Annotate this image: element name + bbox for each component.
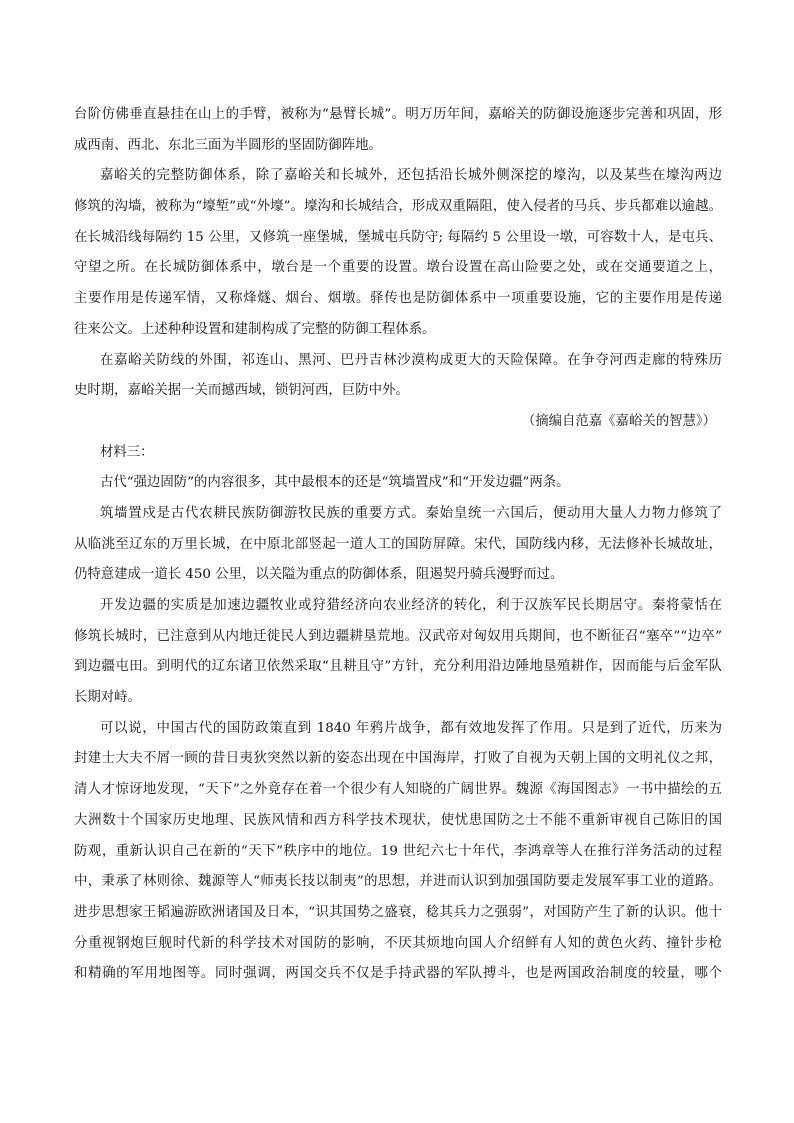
text-line: 和精确的军用地图等。同时强调，两国交兵不仅是手持武器的军队搏斗，也是两国政治制度的较量，哪个	[74, 966, 722, 982]
text-line: 中，秉承了林则徐、魏源等人“师夷长技以制夷”的思想，并进而认识到加强国防要走发展军事工业的道路。	[74, 874, 722, 890]
text-line: 仍特意建成一道长 450 公里，以关隘为重点的防御体系，阻遏契丹骑兵漫野而过。	[74, 567, 564, 583]
text-line: 往来公文。上述种种设置和建制构成了完整的防御工程体系。	[74, 321, 436, 337]
text-line: 到边疆屯田。到明代的辽东诸卫依然采取“且耕且守”方针，充分利用沿边陲地垦殖耕作，因而能与后金军队	[74, 659, 722, 675]
paragraph-first-line: 筑墙置戍是古代农耕民族防御游牧民族的重要方式。秦始皇统一六国后，便动用大量人力物力修筑了	[100, 505, 722, 521]
paragraph-first-line: 嘉峪关的完整防御体系，除了嘉峪关和长城外，还包括沿长城外侧深挖的壕沟，以及某些在壕沟两边	[100, 168, 722, 184]
paragraph-first-line: 在嘉峪关防线的外围，祁连山、黑河、巴丹吉林沙漠构成更大的天险保障。在争夺河西走廊的特殊历	[100, 352, 722, 368]
text-line: 长期对峙。	[74, 690, 141, 706]
text-line: 大洲数十个国家历史地理、民族风情和西方科学技术现状，使忧患国防之士不能不重新审视自己陈旧的国	[74, 812, 722, 828]
text-line: 封建士大夫不屑一顾的昔日夷狄突然以新的姿态出现在中国海岸，打败了自视为天朝上国的文明礼仪之邦，	[74, 751, 722, 767]
text-line: 成西南、西北、东北三面为半圆形的坚固防御阵地。	[74, 137, 382, 153]
text-line: 主要作用是传递军情，又称烽燧、烟台、烟墩。驿传也是防御体系中一项重要设施，它的主要作用是传递	[74, 291, 722, 307]
text-line: 守望之所。在长城防御体系中，墩台是一个重要的设置。墩台设置在高山险要之处，或在交通要道之上，	[74, 260, 722, 276]
text-line: 防观，重新认识自己在新的“天下”秩序中的地位。19 世纪六七十年代，李鸿章等人在推行洋务活动的过程	[74, 843, 722, 859]
source-citation: （摘编自范嘉《嘉峪关的智慧》）	[521, 413, 716, 429]
section-heading: 材料三：	[100, 444, 154, 460]
text-line: 在长城沿线每隔约 15 公里，又修筑一座堡城，堡城屯兵防守; 每隔约 5 公里设一墩，可容数十人，是屯兵、	[74, 229, 722, 245]
paragraph-first-line: 古代“强边固防”的内容很多，其中最根本的还是“筑墙置戍”和“开发边疆”两条。	[100, 475, 570, 491]
text-line: 分重视钢炮巨舰时代新的科学技术对国防的影响，不厌其烦地向国人介绍鲜有人知的黄色火药、撞针步枪	[74, 935, 722, 951]
text-line: 进步思想家王韬遍游欧洲诸国及日本，“识其国势之盛衰，稔其兵力之强弱”，对国防产生了新的认识。他十	[74, 904, 722, 920]
document-page	[74, 100, 722, 990]
text-line: 修筑的沟墙，被称为“壕堑”或“外壕”。壕沟和长城结合，形成双重隔阻，使入侵者的马兵、步兵都难以逾越。	[74, 199, 722, 215]
text-line: 台阶仿佛垂直悬挂在山上的手臂，被称为“悬臂长城”。明万历年间，嘉峪关的防御设施逐步完善和巩固，形	[74, 107, 722, 122]
text-line: 修筑长城时，已注意到从内地迁徙民人到边疆耕垦荒地。汉武帝对匈奴用兵期间，也不断征召“塞卒”“边卒”	[74, 628, 722, 644]
text-line: 从临洮至辽东的万里长城，在中原北部竖起一道人工的国防屏障。宋代，国防线内移，无法修补长城故址，	[74, 536, 722, 552]
text-line: 史时期，嘉峪关据一关而撼西域，锁钥河西，巨防中外。	[74, 383, 409, 399]
paragraph-first-line: 开发边疆的实质是加速边疆牧业或狩猎经济向农业经济的转化，利于汉族军民长期居守。秦将蒙恬在	[100, 598, 722, 613]
text-line: 清人才惊讶地发现，“天下”之外竟存在着一个很少有人知晓的广阔世界。魏源《海国图志》一书中描绘的五	[74, 782, 722, 798]
paragraph-first-line: 可以说，中国古代的国防政策直到 1840 年鸦片战争，都有效地发挥了作用。只是到了近代，历来为	[100, 720, 722, 736]
